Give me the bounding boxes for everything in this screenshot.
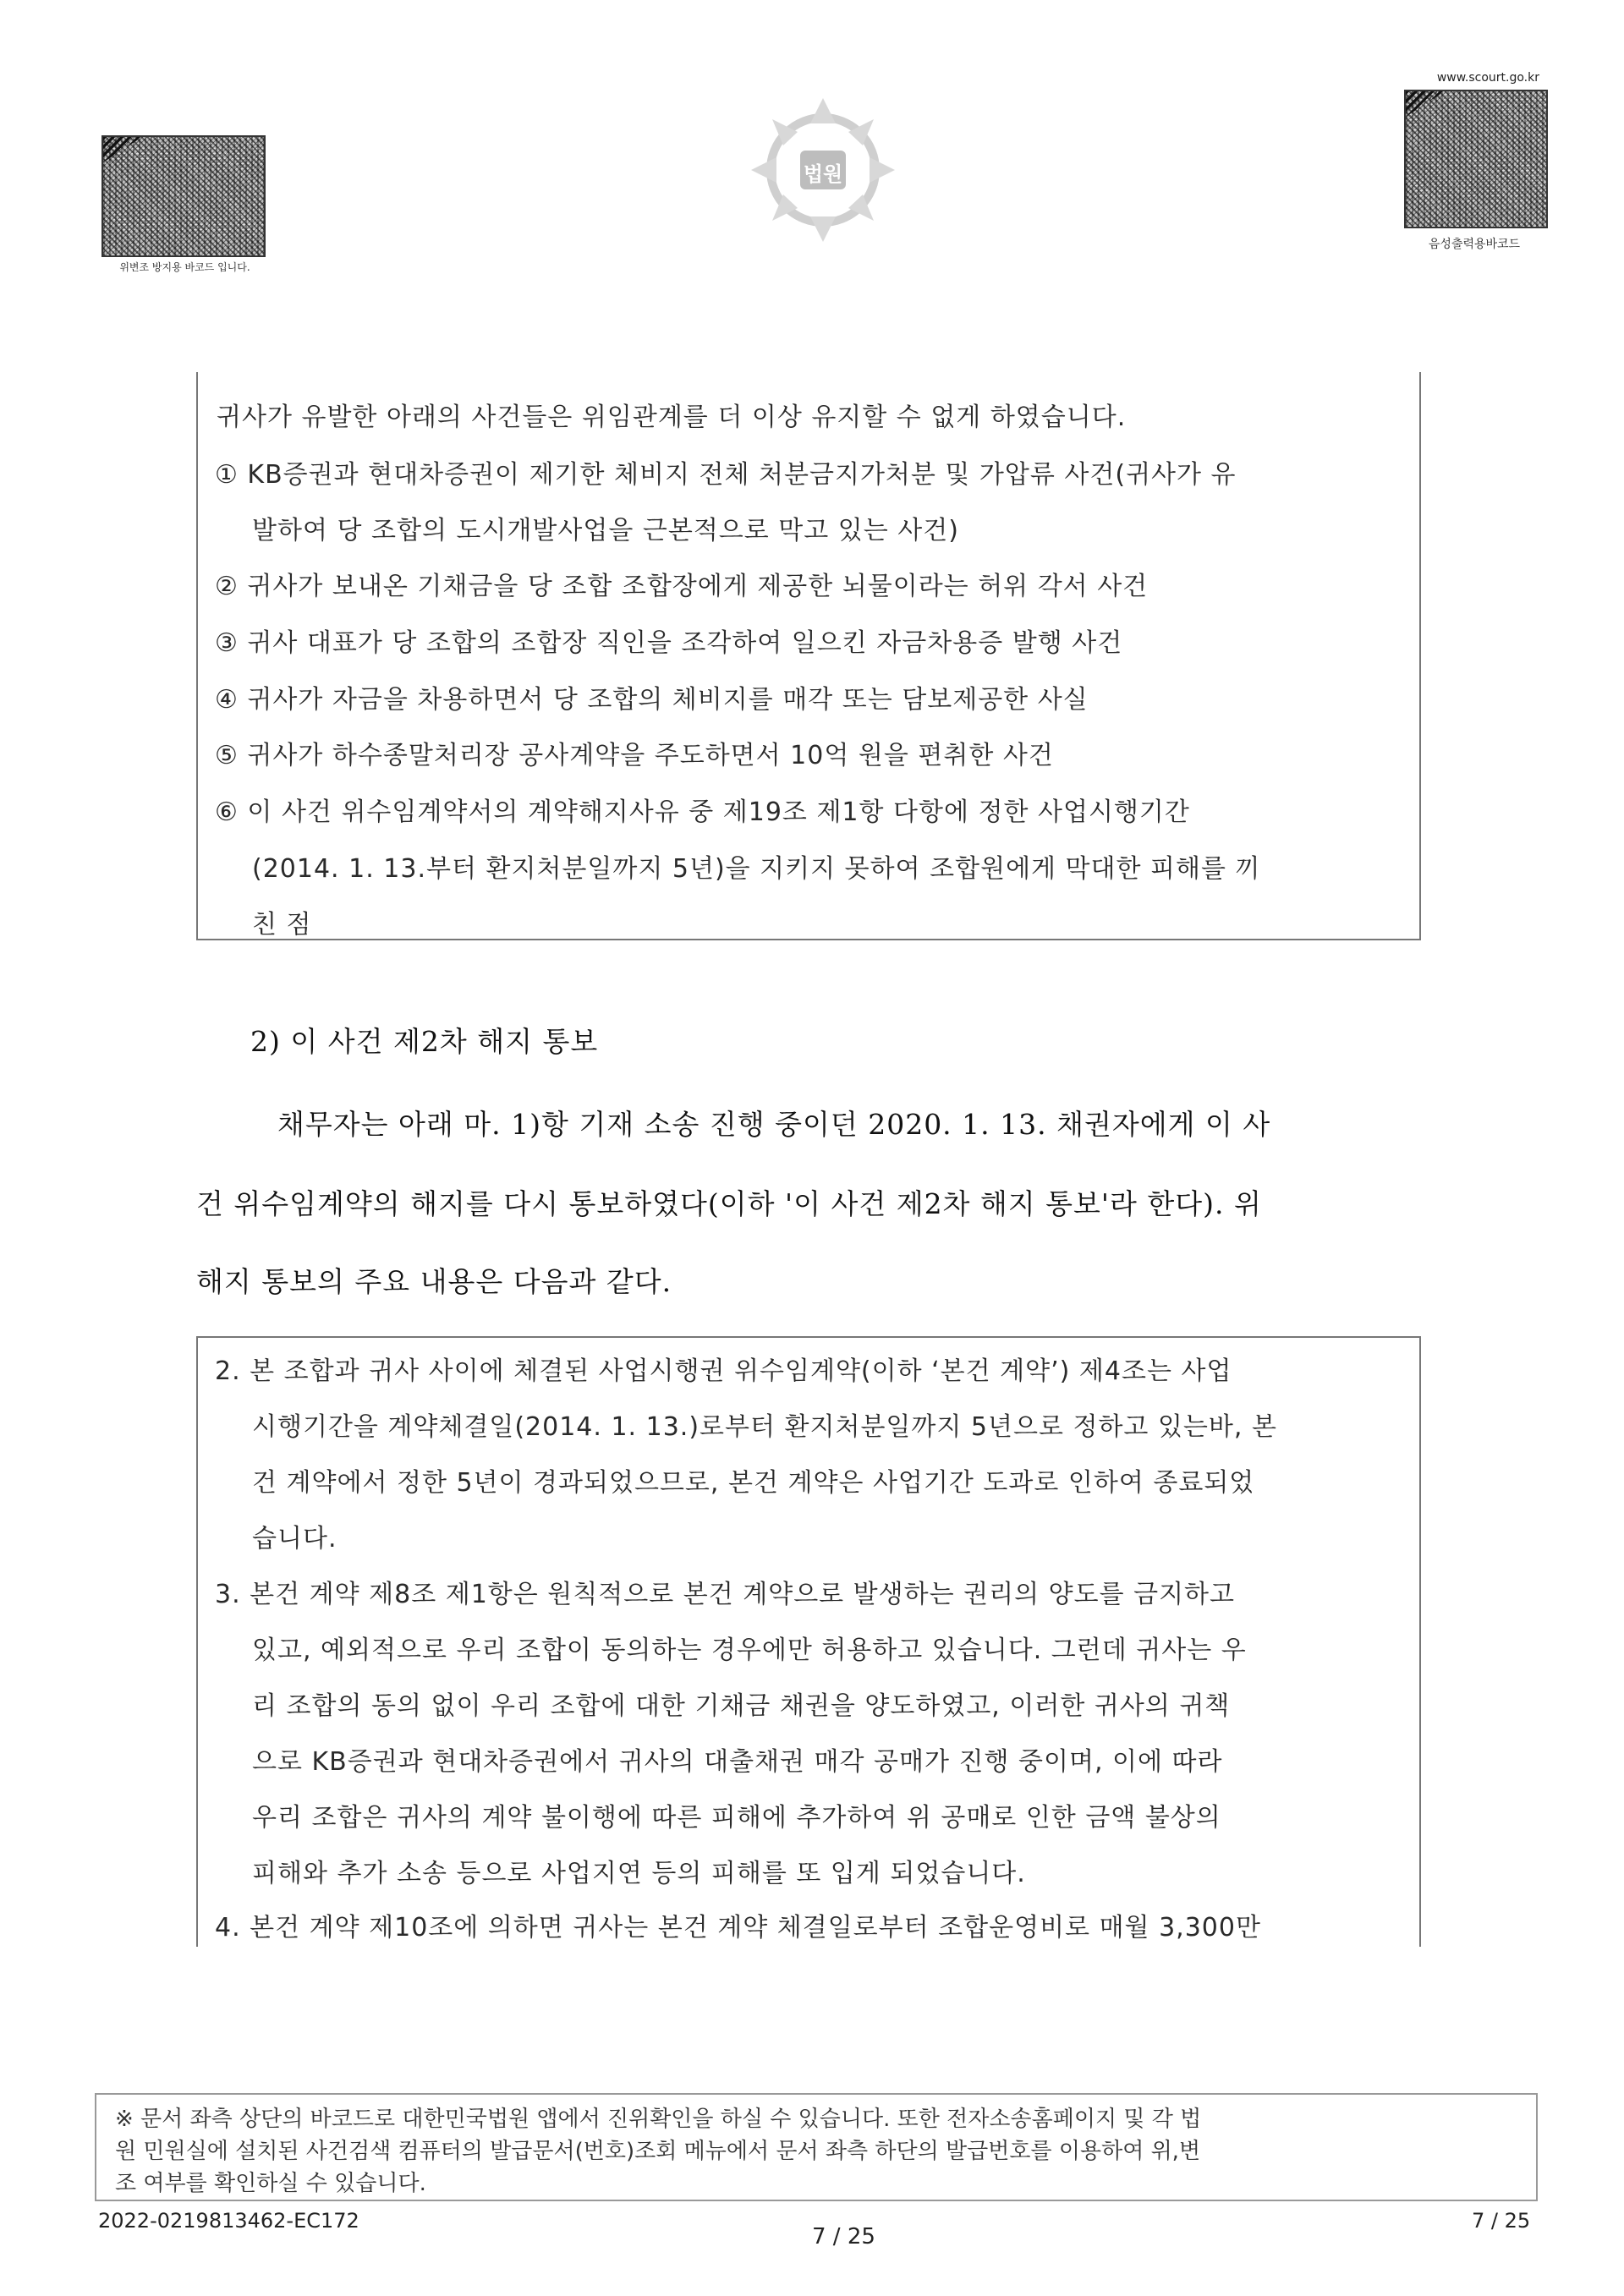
anti-forgery-barcode — [102, 135, 266, 257]
court-website-url: www.scourt.go.kr — [1436, 71, 1539, 85]
court-emblem — [734, 90, 912, 250]
box1-line: ④ 귀사가 자금을 차용하면서 당 조합의 체비지를 매각 또는 담보제공한 사실 — [215, 685, 1089, 715]
box1-line: ① KB증권과 현대차증권이 제기한 체비지 전체 처분금지가처분 및 가압류 사건(귀사가 유 — [215, 460, 1237, 490]
box1-line: ③ 귀사 대표가 당 조합의 조합장 직인을 조각하여 일으킨 자금차용증 발행 사건 — [215, 628, 1123, 658]
box1-line: (2014. 1. 13.부터 환지처분일까지 5년)을 지키지 못하여 조합원에게 막대한 피해를 끼 — [252, 854, 1261, 884]
quoted-notice-box-1 — [196, 372, 1421, 940]
box2-line: 4. 본건 계약 제10조에 의하면 귀사는 본건 계약 체결일로부터 조합운영비로 매월 3,300만 — [215, 1913, 1261, 1943]
barcode-corner-mark — [103, 137, 142, 162]
section-heading: 2) 이 사건 제2차 해지 통보 — [250, 1025, 599, 1058]
paragraph-line: 해지 통보의 주요 내용은 다음과 같다. — [196, 1265, 672, 1298]
paragraph-line: 채무자는 아래 마. 1)항 기재 소송 진행 중이던 2020. 1. 13. 채권자에게 이 사 — [277, 1108, 1271, 1141]
box2-line: 있고, 예외적으로 우리 조합이 동의하는 경우에만 허용하고 있습니다. 그런데 귀사는 우 — [252, 1636, 1247, 1665]
anti-forgery-barcode-caption: 위변조 방지용 바코드 입니다. — [119, 261, 250, 273]
box1-line: 귀사가 유발한 아래의 사건들은 위임관계를 더 이상 유지할 수 없게 하였습니다. — [217, 403, 1127, 432]
issue-number: 2022-0219813462-EC172 — [98, 2209, 359, 2233]
box1-line: ② 귀사가 보내온 기채금을 당 조합 조합장에게 제공한 뇌물이라는 허위 각서 사건 — [215, 572, 1149, 601]
box1-line: 친 점 — [252, 910, 312, 940]
box2-line: 우리 조합은 귀사의 계약 불이행에 따른 피해에 추가하여 위 공매로 인한 금액 불상의 — [252, 1803, 1221, 1833]
box2-line: 리 조합의 동의 없이 우리 조합에 대한 기채금 채권을 양도하였고, 이러한 귀사의 귀책 — [252, 1691, 1231, 1721]
barcode-corner-mark — [1406, 91, 1445, 117]
box2-line: 피해와 추가 소송 등으로 사업지연 등의 피해를 또 입게 되었습니다. — [252, 1859, 1026, 1888]
notice-line: 원 민원실에 설치된 사건검색 컴퓨터의 발급문서(번호)조회 메뉴에서 문서 좌측 하단의 발급번호를 이용하여 위,변 — [115, 2139, 1201, 2164]
notice-line: 조 여부를 확인하실 수 있습니다. — [115, 2171, 426, 2196]
page-number-right: 7 / 25 — [1472, 2209, 1531, 2233]
voice-output-barcode-caption: 음성출력용바코드 — [1428, 238, 1521, 251]
page-number-center: 7 / 25 — [812, 2224, 875, 2249]
box1-line: ⑤ 귀사가 하수종말처리장 공사계약을 주도하면서 10억 원을 편취한 사건 — [215, 741, 1054, 770]
voice-output-barcode — [1404, 90, 1548, 228]
emblem-text: 법원 — [803, 162, 843, 186]
notice-line: ※ 문서 좌측 상단의 바코드로 대한민국법원 앱에서 진위확인을 하실 수 있습니다. 또한 전자소송홈페이지 및 각 법 — [115, 2107, 1202, 2132]
box2-line: 시행기간을 계약체결일(2014. 1. 13.)로부터 환지처분일까지 5년으로 정하고 있는바, 본 — [252, 1412, 1277, 1442]
box2-line: 3. 본건 계약 제8조 제1항은 원칙적으로 본건 계약으로 발생하는 권리의 양도를 금지하고 — [215, 1580, 1236, 1609]
box2-line: 습니다. — [252, 1524, 337, 1553]
box2-line: 으로 KB증권과 현대차증권에서 귀사의 대출채권 매각 공매가 진행 중이며, 이에 따라 — [252, 1747, 1223, 1777]
box2-line: 2. 본 조합과 귀사 사이에 체결된 사업시행권 위수임계약(이하 ‘본건 계약’) 제4조는 사업 — [215, 1356, 1232, 1386]
paragraph-line: 건 위수임계약의 해지를 다시 통보하였다(이하 '이 사건 제2차 해지 통보'라 한다). 위 — [196, 1187, 1262, 1220]
box2-line: 건 계약에서 정한 5년이 경과되었으므로, 본건 계약은 사업기간 도과로 인하여 종료되었 — [252, 1468, 1255, 1498]
quoted-notice-box-2 — [196, 1336, 1421, 1947]
box1-line: ⑥ 이 사건 위수임계약서의 계약해지사유 중 제19조 제1항 다항에 정한 사업시행기간 — [215, 797, 1190, 827]
verification-notice-box — [95, 2093, 1538, 2201]
box1-line: 발하여 당 조합의 도시개발사업을 근본적으로 막고 있는 사건) — [252, 516, 959, 545]
